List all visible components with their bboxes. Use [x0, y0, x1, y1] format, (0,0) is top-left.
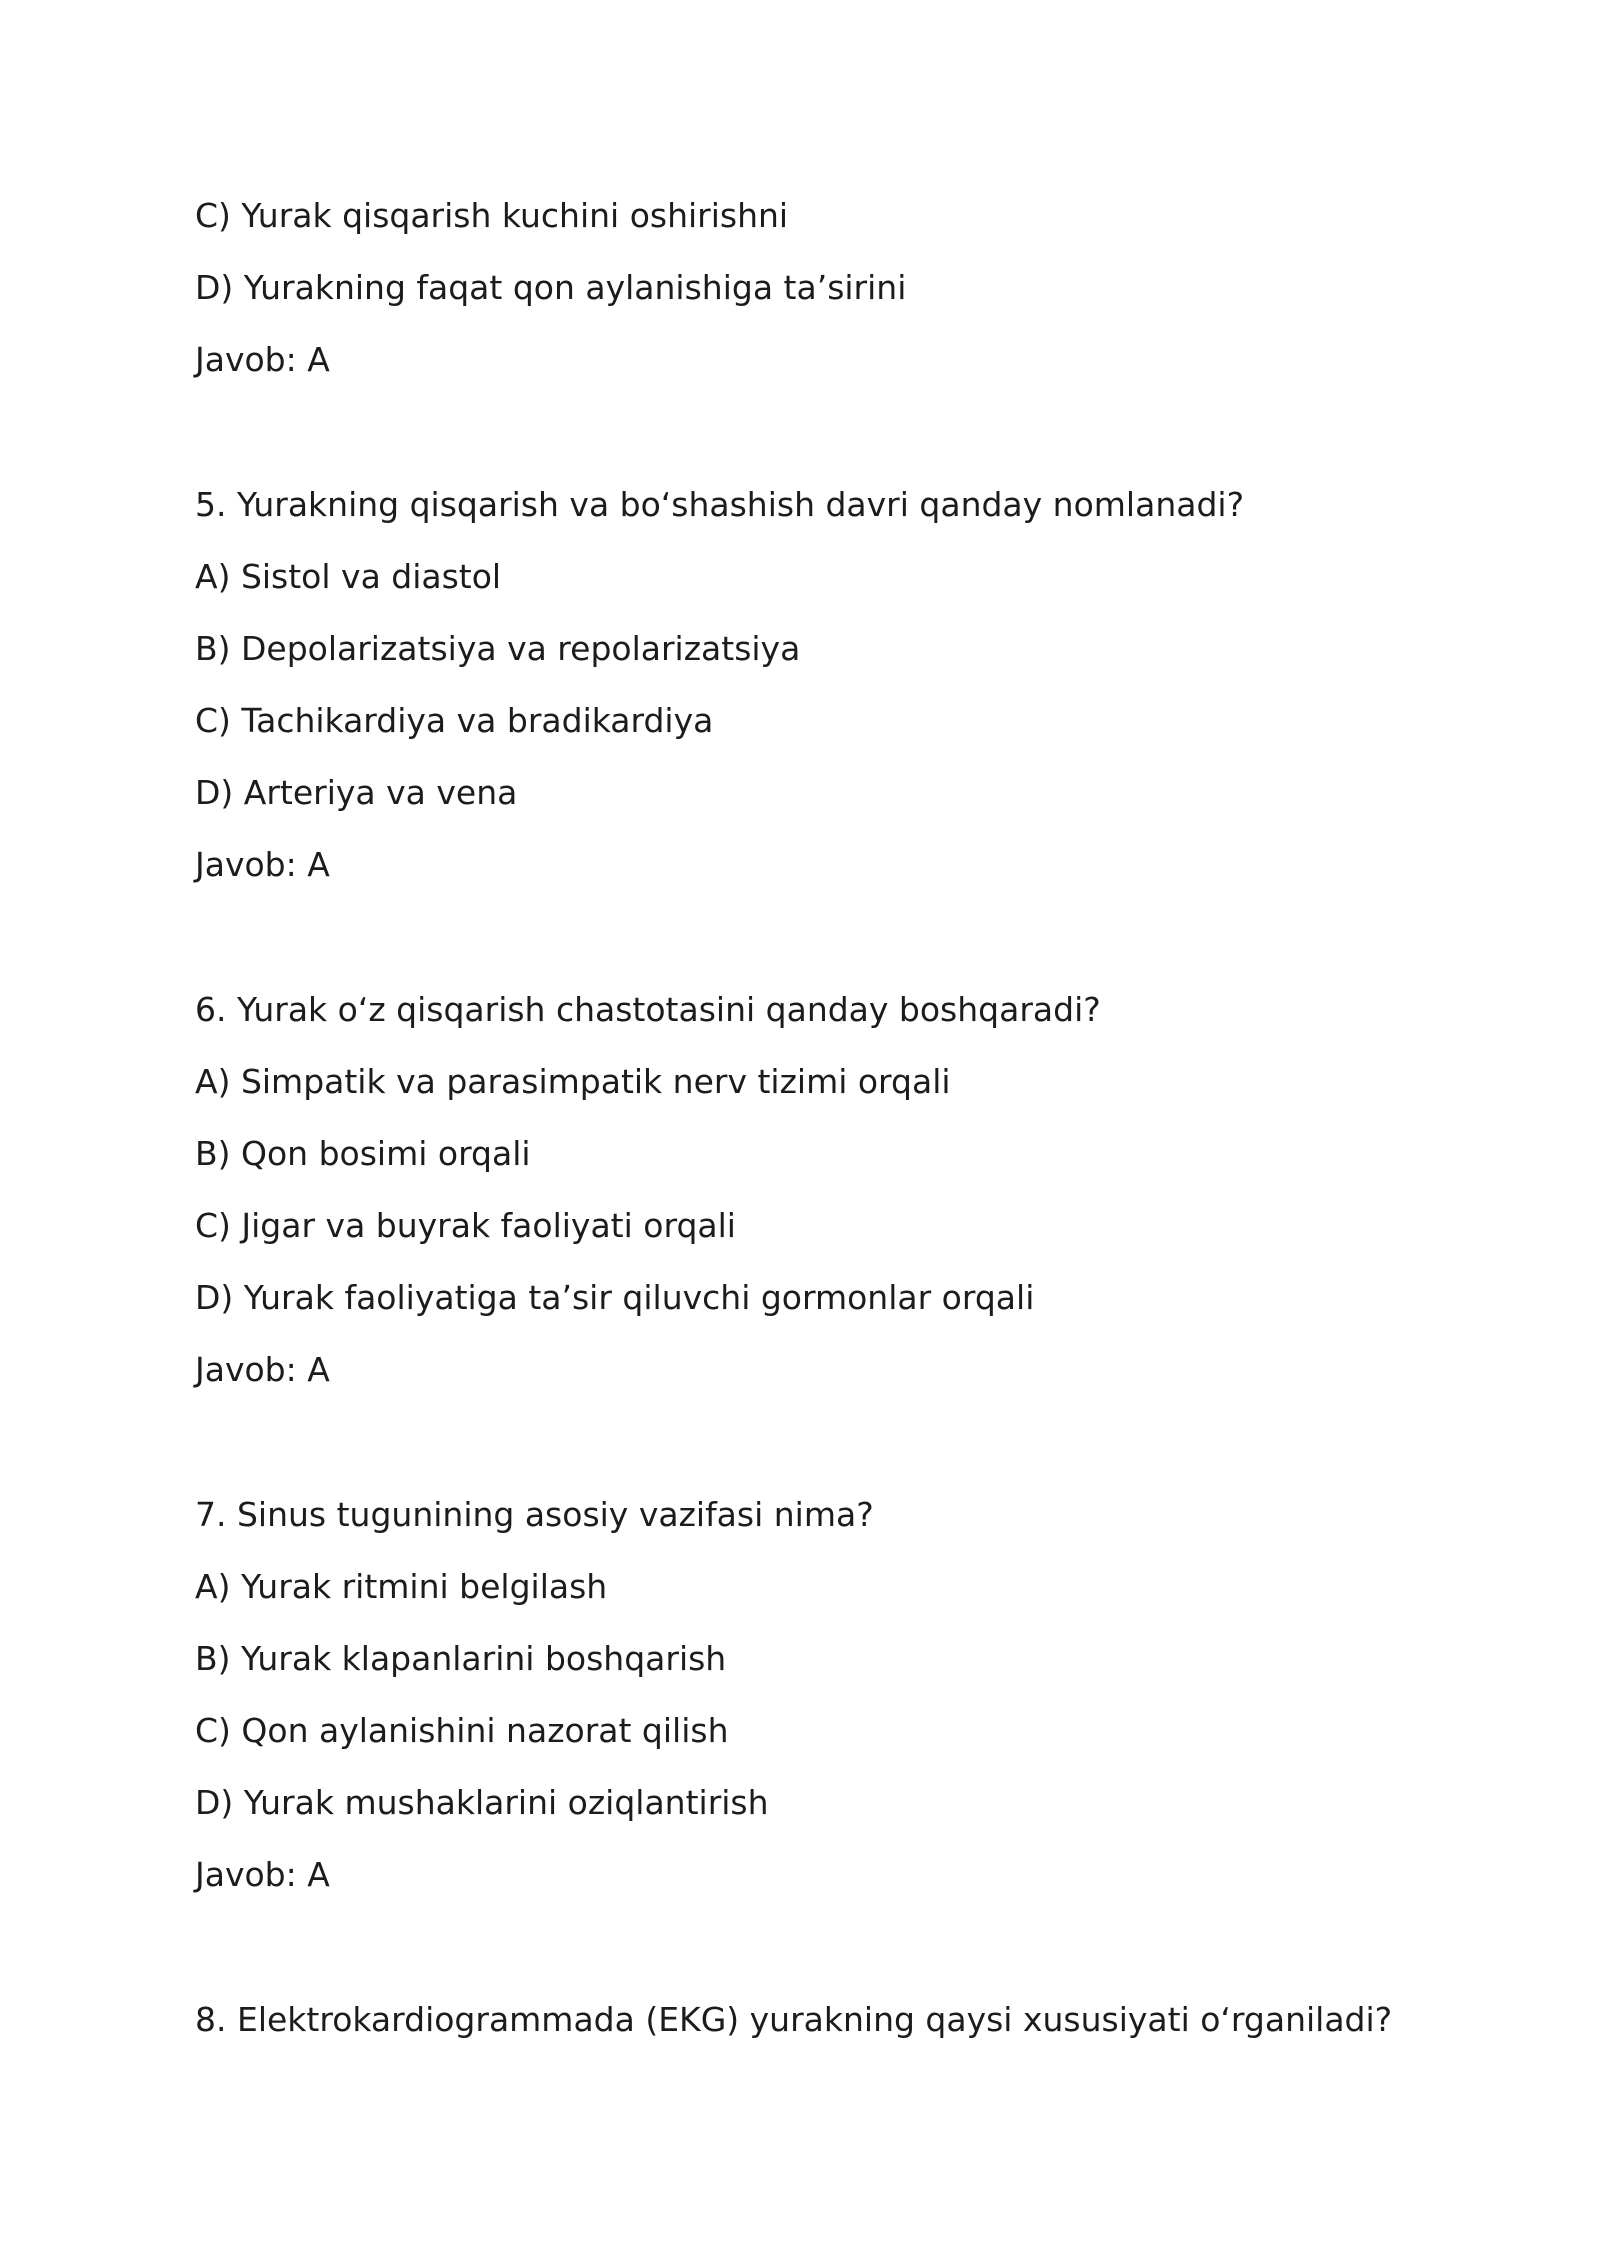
answer-line: Javob: A: [195, 1855, 330, 1894]
option-c: C) Tachikardiya va bradikardiya: [195, 701, 714, 740]
question-8: 8. Elektrokardiogrammada (EKG) yurakning qaysi xususiyati o‘rganiladi?: [195, 2000, 1393, 2039]
option-d: D) Yurak mushaklarini oziqlantirish: [195, 1783, 769, 1822]
option-b: B) Yurak klapanlarini boshqarish: [195, 1639, 727, 1678]
option-b: B) Qon bosimi orqali: [195, 1134, 531, 1173]
option-c: C) Qon aylanishini nazorat qilish: [195, 1711, 729, 1750]
question-5: 5. Yurakning qisqarish va bo‘shashish davri qanday nomlanadi?: [195, 485, 1245, 524]
answer-line: Javob: A: [195, 845, 330, 884]
answer-line: Javob: A: [195, 1350, 330, 1389]
option-c: C) Yurak qisqarish kuchini oshirishni: [195, 196, 789, 235]
option-d: D) Arteriya va vena: [195, 773, 518, 812]
option-c: C) Jigar va buyrak faoliyati orqali: [195, 1206, 736, 1245]
option-d: D) Yurakning faqat qon aylanishiga ta’sirini: [195, 268, 907, 307]
option-a: A) Sistol va diastol: [195, 557, 502, 596]
option-b: B) Depolarizatsiya va repolarizatsiya: [195, 629, 801, 668]
option-a: A) Simpatik va parasimpatik nerv tizimi orqali: [195, 1062, 951, 1101]
answer-line: Javob: A: [195, 340, 330, 379]
option-d: D) Yurak faoliyatiga ta’sir qiluvchi gormonlar orqali: [195, 1278, 1035, 1317]
question-6: 6. Yurak o‘z qisqarish chastotasini qanday boshqaradi?: [195, 990, 1101, 1029]
question-7: 7. Sinus tugunining asosiy vazifasi nima?: [195, 1495, 874, 1534]
option-a: A) Yurak ritmini belgilash: [195, 1567, 608, 1606]
